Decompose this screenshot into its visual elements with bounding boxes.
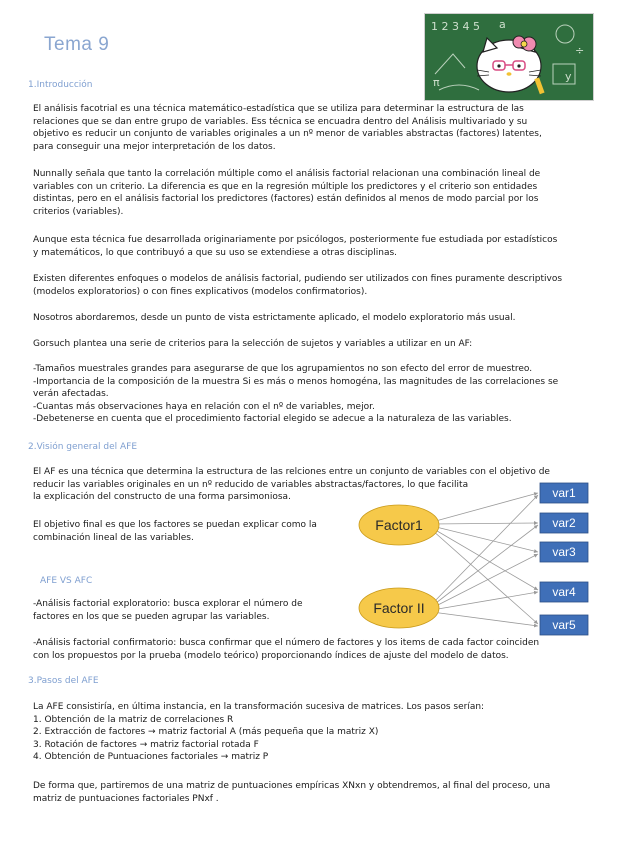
vision-paragraph-3: [33, 598, 343, 623]
variable-node-var2: [540, 513, 588, 533]
factor-label-2: Factor II: [373, 600, 425, 616]
text-line: con los propuestos por la prueba (modelo teórico) proporcionando índices de ajuste del modelo de datos.: [33, 650, 509, 661]
svg-text:π: π: [433, 76, 440, 89]
text-line: El análisis facotrial es una técnica matemático-estadística que se utiliza para determinar la estructura de las: [33, 104, 524, 114]
header-illustration: [424, 13, 594, 101]
list-item: 2. Extracción de factores → matriz factorial A (más pequeña que la matriz X): [33, 727, 379, 737]
list-item: -Importancia de la composición de la muestra Si es más o menos homogéna, las magnitudes de las correlaciones se: [33, 376, 559, 387]
list-item: 4. Obtención de Puntuaciones factoriales → matriz P: [33, 752, 269, 762]
factor-label-1: Factor1: [375, 517, 423, 533]
text-line: -Análisis factorial exploratorio: busca explorar el número de: [33, 599, 303, 609]
vision-paragraph-4: [33, 637, 573, 662]
text-line: para conseguir una mejor interpretación de los datos.: [33, 141, 276, 152]
intro-paragraph-2: [33, 168, 573, 218]
list-item: 1. Obtención de la matriz de correlaciones R: [33, 714, 234, 725]
intro-paragraph-6: [33, 338, 573, 351]
factor-node-2: [359, 588, 439, 628]
section-heading-introduccion: 1.Introducción: [28, 80, 93, 90]
section-heading-pasos: 3.Pasos del AFE: [28, 676, 99, 686]
text-line: factores en los que se pueden agrupar las variables.: [33, 611, 270, 622]
text-line: la explicación del constructo de una forma parsimoniosa.: [33, 492, 291, 502]
text-line: -Análisis factorial confirmatorio: busca confirmar que el número de factores y los items de cada factor coinciden: [33, 638, 540, 648]
text-line: Gorsuch plantea una serie de criterios para la selección de sujetos y variables a utilizar en un AF:: [33, 339, 473, 349]
section-heading-vision-general: 2.Visión general del AFE: [28, 442, 138, 452]
list-item: -Cuantas más observaciones haya en relación con el nº de variables, mejor.: [33, 401, 375, 412]
text-line: El AF es una técnica que determina la estructura de las relciones entre un conjunto de variables con el objetivo de: [33, 467, 550, 477]
variable-node-var5: [540, 615, 588, 635]
text-line: Existen diferentes enfoques o modelos de análisis factorial, pudiendo ser utilizados con fines puramente descriptivos: [33, 274, 563, 284]
text-line: Nosotros abordaremos, desde un punto de vista estrictamente aplicado, el modelo exploratorio más usual.: [33, 313, 516, 323]
text-line: objetivo es reducir un conjunto de variables originales a un nº menor de variables abstractas (factores) latentes,: [33, 129, 542, 139]
list-item: -Debetenerse en cuenta que el procedimiento factorial elegido se adecue a la naturaleza de las variables.: [33, 414, 512, 424]
svg-text:÷: ÷: [575, 44, 585, 57]
text-line: distintas, pero en el análisis factorial los predictores (factores) están definidos al menos de modo parcial por los: [33, 194, 539, 204]
svg-text:y: y: [565, 70, 572, 83]
variable-node-var1: [540, 483, 588, 503]
text-line: Aunque esta técnica fue desarrollada originariamente por psicólogos, posteriormente fue estudiada por estadísticos: [33, 235, 558, 245]
text-line: El objetivo final es que los factores se puedan explicar como la: [33, 520, 317, 530]
text-line: relaciones que se dan entre grupo de variables. Ess técnica se encuadra dentro del Análisis multivariado y su: [33, 116, 528, 127]
text-line: matriz de puntuaciones factoriales PNxf .: [33, 793, 219, 804]
text-line: Nunnally señala que tanto la correlación múltiple como el análisis factorial relacionan una combinación lineal de: [33, 169, 541, 179]
variable-label: var3: [552, 545, 576, 559]
list-item: verán afectadas.: [33, 389, 109, 399]
svg-text:a: a: [499, 18, 506, 31]
variable-label: var5: [552, 618, 576, 632]
text-line: La AFE consistiría, en última instancia, en la transformación sucesiva de matrices. Los pasos serían:: [33, 702, 485, 712]
text-line: combinación lineal de las variables.: [33, 532, 194, 543]
intro-paragraph-3: [33, 234, 573, 259]
variable-node-var3: [540, 542, 588, 562]
loading-arrows: [432, 493, 538, 626]
variable-label: var4: [552, 585, 576, 599]
pasos-paragraph-1: [33, 701, 573, 764]
text-line: criterios (variables).: [33, 206, 124, 217]
variable-node-var4: [540, 582, 588, 602]
page-title: Tema 9: [44, 34, 110, 55]
intro-paragraph-5: [33, 312, 573, 325]
pasos-paragraph-2: [33, 780, 573, 805]
text-line: variables con un criterio. La diferencia es que en la regresión múltiple los predictores y el criterio son entidades: [33, 181, 538, 192]
list-item: -Tamaños muestrales grandes para asegurarse de que los agrupamientos no son efecto del error de muestreo.: [33, 364, 533, 374]
text-line: reducir las variables originales en un nº reducido de variables abstractas/factores, lo que facilita: [33, 479, 469, 490]
intro-paragraph-1: [33, 103, 573, 153]
subheading-afe-vs-afc: AFE VS AFC: [40, 576, 93, 586]
variable-label: var2: [552, 516, 576, 530]
criteria-list: [33, 363, 573, 426]
svg-text:1 2 3 4 5: 1 2 3 4 5: [431, 20, 480, 33]
list-item: 3. Rotación de factores → matriz factorial rotada F: [33, 739, 259, 750]
intro-paragraph-4: [33, 273, 573, 298]
factor-diagram: [354, 478, 594, 638]
text-line: (modelos exploratorios) o con fines explicativos (modelos confirmatorios).: [33, 286, 368, 297]
text-line: y matemáticos, lo que contribuyó a que su uso se extendiese a otras disciplinas.: [33, 247, 398, 258]
variable-label: var1: [552, 486, 576, 500]
vision-paragraph-2: [33, 519, 343, 544]
factor-node-1: [359, 505, 439, 545]
text-line: De forma que, partiremos de una matriz de puntuaciones empíricas XNxn y obtendremos, al final del proceso, una: [33, 781, 551, 791]
